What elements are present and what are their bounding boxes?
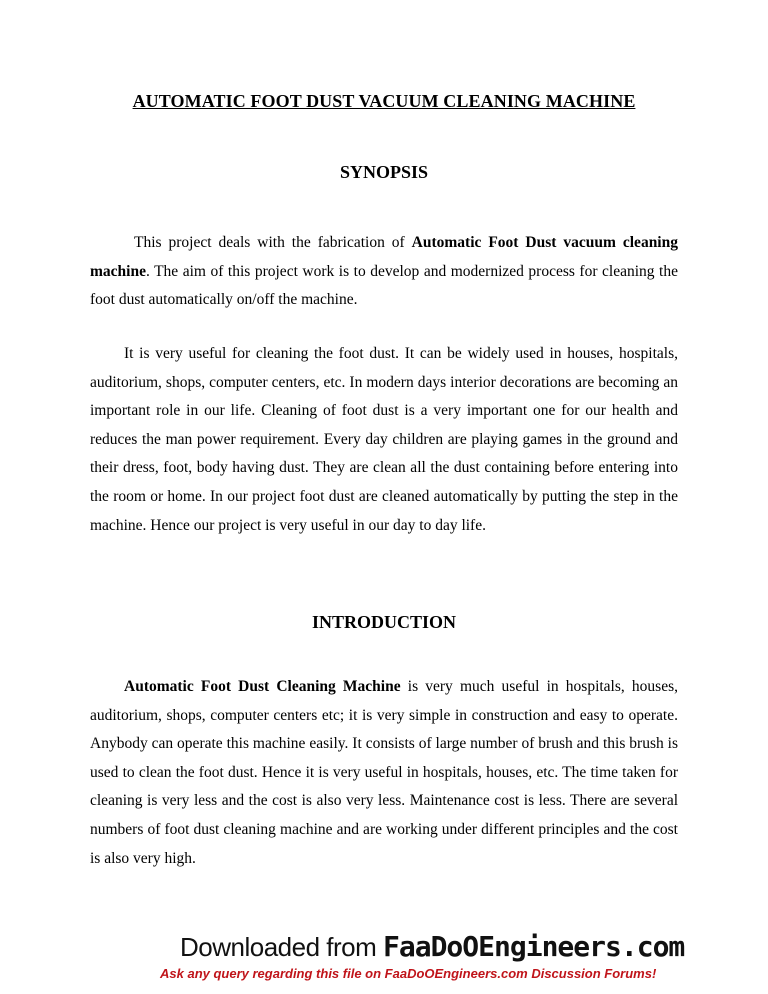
downloaded-from-line bbox=[180, 930, 684, 963]
p1-text-post: . The aim of this project work is to develop and modernized process for cleaning the foot dust automatically on/off the machine. bbox=[90, 262, 678, 309]
synopsis-paragraph-1 bbox=[90, 229, 678, 315]
synopsis-paragraph-2 bbox=[90, 340, 678, 540]
introduction-paragraph bbox=[90, 673, 678, 873]
synopsis-heading: SYNOPSIS bbox=[339, 162, 429, 182]
p3-text-post: is very much useful in hospitals, houses, auditorium, shops, computer centers etc; it is very simple in construction and easy to operate. Anybody can operate this machine easily. It consists of large number of brush and this brush is used to clean the foot dust. Hence it is very useful in hospitals, houses, etc. The time taken for cleaning is very less and the cost is also very less. Maintenance cost is less. There are several numbers of foot dust cleaning machine and are working under different principles and the cost is also very high. bbox=[90, 678, 678, 867]
footer-banner bbox=[0, 924, 768, 994]
document-title: AUTOMATIC FOOT DUST VACUUM CLEANING MACHINE bbox=[132, 91, 636, 111]
p2-text: It is very useful for cleaning the foot dust. It can be widely used in houses, hospitals, auditorium, shops, computer centers, etc. In modern days interior decorations are becoming an important role in our life. Cleaning of foot dust is a very important one for our health and reduces the man power requirement. Every day children are playing games in the ground and their dress, foot, body having dust. They are clean all the dust containing before entering into the room or home. In our project foot dust are cleaned automatically by putting the step in the machine. Hence our project is very useful in our day to day life. bbox=[90, 345, 678, 534]
introduction-heading: INTRODUCTION bbox=[311, 612, 457, 632]
downloaded-from-text: Downloaded from bbox=[180, 932, 383, 962]
p1-bold-text: Automatic Foot Dust vacuum cleaning machine bbox=[90, 234, 678, 280]
p3-bold-text: Automatic Foot Dust Cleaning Machine bbox=[124, 678, 401, 695]
p1-text-pre: This project deals with the fabrication of bbox=[134, 234, 412, 251]
brand-logo-text[interactable]: FaaDoOEngineers.com bbox=[383, 930, 685, 963]
forum-query-text: Ask any query regarding this file on FaaDoOEngineers.com Discussion Forums! bbox=[160, 966, 657, 981]
